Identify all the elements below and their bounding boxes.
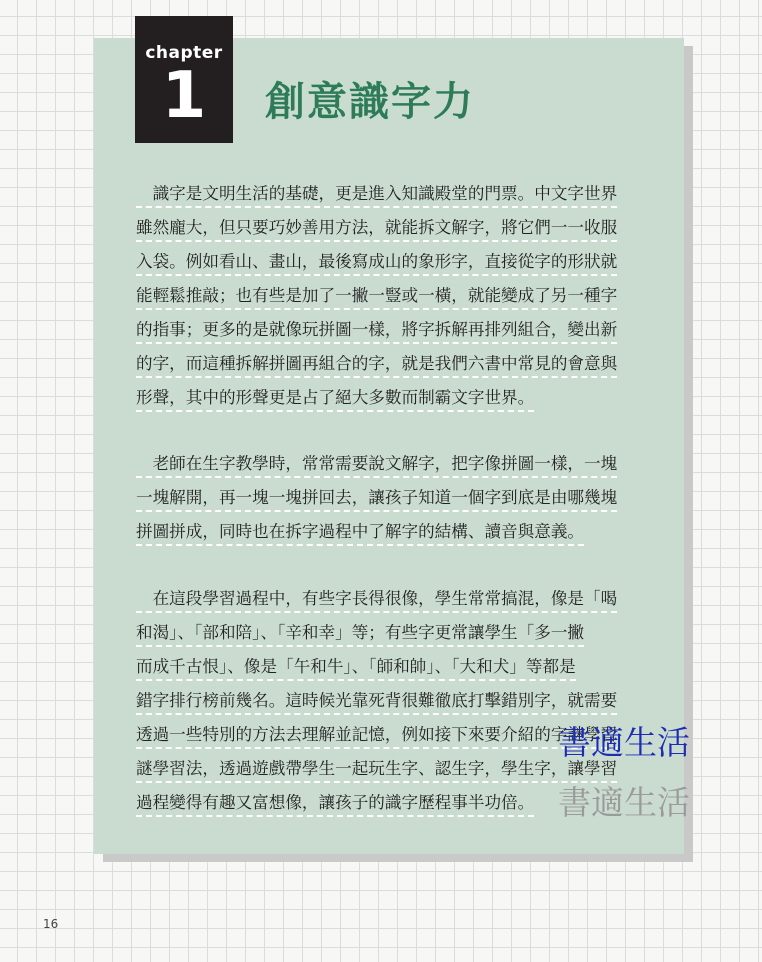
chapter-title: 創意識字力 [265,78,475,125]
paragraph-2 [136,447,650,549]
watermark-primary: 書適生活 [558,723,690,762]
text-line: 謎學習法，透過遊戲帶學生一起玩生字、認生字，學生字，讓學習 [136,752,650,786]
watermark-secondary: 書適生活 [558,783,690,822]
text-line: 能輕鬆推敲；也有些是加了一撇一豎或一橫，就能變成了另一種字 [136,279,650,313]
text-line: 老師在生字教學時，常常需要說文解字，把字像拼圖一樣，一塊 [136,447,650,481]
text-line: 拼圖拼成，同時也在拆字過程中了解字的結構、讀音與意義。 [136,515,650,549]
text-line: 的指事；更多的是就像玩拼圖一樣，將字拆解再排列組合，變出新 [136,313,650,347]
text-line: 識字是文明生活的基礎，更是進入知識殿堂的門票。中文字世界 [136,177,650,211]
paragraph-1 [136,177,650,415]
text-line: 過程變得有趣又富想像，讓孩子的識字歷程事半功倍。 [136,786,650,820]
page-number: 16 [43,917,59,931]
text-line: 錯字排行榜前幾名。這時候光靠死背很難徹底打擊錯別字，就需要 [136,684,650,718]
text-line: 雖然龐大，但只要巧妙善用方法，就能拆文解字，將它們一一收服 [136,211,650,245]
text-line: 而成千古恨」、像是「午和牛」、「師和帥」、「大和犬」等都是 [136,650,650,684]
text-line: 入袋。例如看山、畫山，最後寫成山的象形字，直接從字的形狀就 [136,245,650,279]
text-line: 形聲，其中的形聲更是占了絕大多數而制霸文字世界。 [136,381,650,415]
text-line: 和渴」、「部和陪」、「辛和幸」等；有些字更常讓學生「多一撇 [136,616,650,650]
chapter-badge [135,16,233,143]
text-line: 一塊解開，再一塊一塊拼回去，讓孩子知道一個字到底是由哪幾塊 [136,481,650,515]
text-line: 的字，而這種拆解拼圖再組合的字，就是我們六書中常見的會意與 [136,347,650,381]
text-line: 在這段學習過程中，有些字長得很像，學生常常搞混，像是「喝 [136,582,650,616]
chapter-number: 1 [161,59,207,133]
text-line: 透過一些特別的方法去理解並記憶，例如接下來要介紹的字謎學習 [136,718,650,752]
chapter-label: chapter [145,43,223,63]
